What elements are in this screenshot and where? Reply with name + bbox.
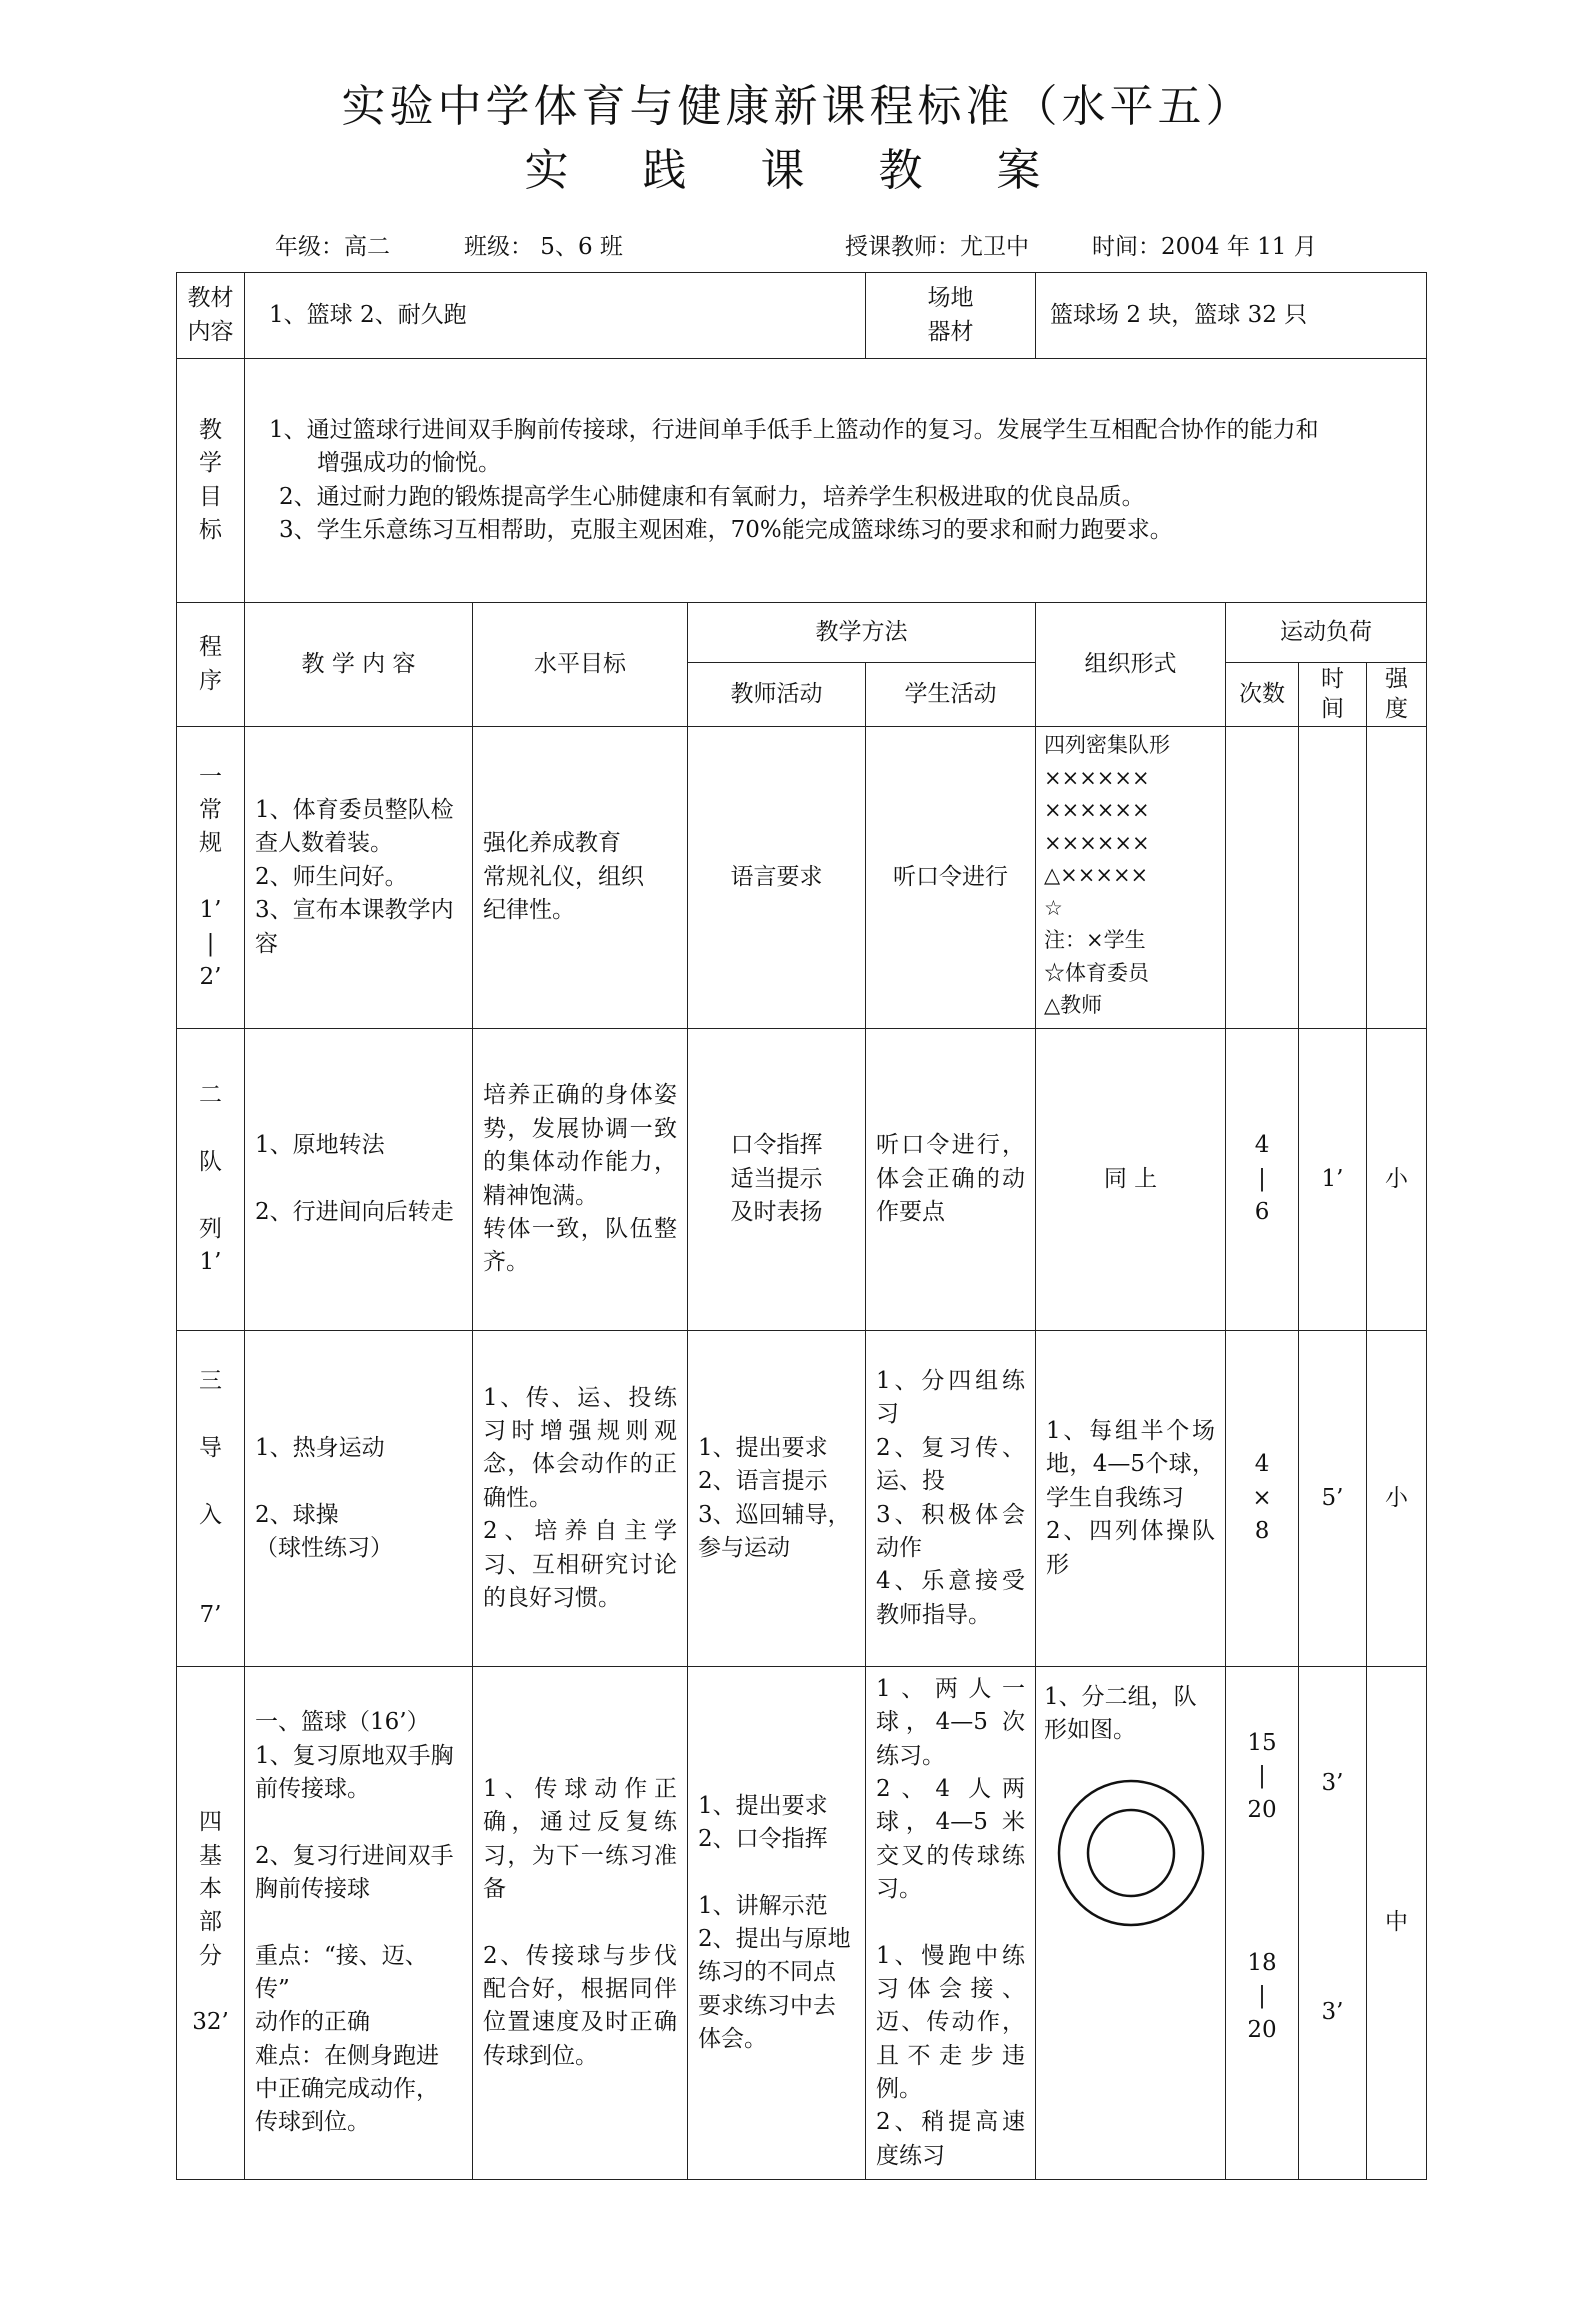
- section-content: 1、体育委员整队检 查人数着装。 2、师生问好。 3、宣布本课教学内 容: [245, 727, 473, 1029]
- section-order: 一 常 规 1’ | 2’: [177, 727, 245, 1029]
- section-org: 1、每组半个场地，4—5个球，学生自我练习 2、四列体操队形: [1036, 1331, 1226, 1667]
- materials-label: 教材 内容: [177, 273, 245, 359]
- time-first: 3’: [1321, 1770, 1344, 1796]
- col-teacher: 教师活动: [688, 663, 866, 727]
- grade-label: 年级：高二: [275, 234, 390, 260]
- class-label: 班级： 5、6 班: [464, 234, 623, 260]
- materials-content: 1、篮球 2、耐久跑: [245, 273, 866, 359]
- org-text: 1、分二组，队形如图。: [1044, 1684, 1197, 1744]
- col-org: 组织形式: [1036, 603, 1226, 727]
- time-label: 时间：2004 年 11 月: [1092, 234, 1317, 260]
- section-student: 1、两人一球，4—5 次练习。 2、4 人两球，4—5 米交叉的传球练习。 1、慢跑中练习体会接、迈、传动作，且不走步违例。 2、稍提高速度练习: [866, 1667, 1036, 2180]
- time-second: 3’: [1321, 1999, 1344, 2026]
- section-intensity: 中: [1367, 1667, 1427, 2180]
- formation-diagram: [1044, 1748, 1217, 1928]
- venue-label: 场地 器材: [866, 273, 1036, 359]
- goals-content: [245, 359, 1427, 603]
- section-intensity: 小: [1367, 1331, 1427, 1667]
- col-order: 程 序: [177, 603, 245, 727]
- col-content: 教 学 内 容: [245, 603, 473, 727]
- section-intensity: [1367, 727, 1427, 1029]
- section-org: 四列密集队形 ×××××× ×××××× ×××××× △××××× ☆ 注：×学生 ☆体育委员 △教师: [1036, 727, 1226, 1029]
- section-goal: 培养正确的身体姿势，发展协调一致的集体动作能力，精神饱满。 转体一致，队伍整齐。: [473, 1029, 688, 1331]
- goal-item: 3、学生乐意练习互相帮助，克服主观困难，70%能完成篮球练习的要求和耐力跑要求。: [279, 516, 1173, 543]
- section-row-main: [177, 1667, 1427, 2180]
- section-teacher: 1、提出要求 2、语言提示 3、巡回辅导，参与运动: [688, 1331, 866, 1667]
- section-goal: 强化养成教育 常规礼仪，组织 纪律性。: [473, 727, 688, 1029]
- goal-item: 增强成功的愉悦。: [317, 450, 501, 477]
- page-title: 实验中学体育与健康新课程标准（水平五）: [341, 81, 1254, 132]
- section-teacher: 语言要求: [688, 727, 866, 1029]
- section-content: 一、篮球（16’） 1、复习原地双手胸 前传接球。 2、复习行进间双手 胸前传接球 重点：“接、迈、传” 动作的正确 难点：在侧身跑进 中正确完成动作， 传球到位。: [245, 1667, 473, 2180]
- page-subtitle: 实 践 课 教 案: [524, 145, 1071, 196]
- count-first: 15 | 20: [1247, 1730, 1277, 1823]
- col-time: 时 间: [1299, 663, 1367, 727]
- section-teacher: 1、提出要求 2、口令指挥 1、讲解示范 2、提出与原地练习的不同点要求练习中去体会。: [688, 1667, 866, 2180]
- goals-label: 教 学 目 标: [177, 359, 245, 603]
- goal-item: 2、通过耐力跑的锻炼提高学生心肺健康和有氧耐力，培养学生积极进取的优良品质。: [279, 483, 1145, 510]
- section-student: 1、分四组练习 2、复习传、运、投 3、积极体会动作 4、乐意接受教师指导。: [866, 1331, 1036, 1667]
- section-order: 二 队 列 1’: [177, 1029, 245, 1331]
- section-order: 四 基 本 部 分 32’: [177, 1667, 245, 2180]
- section-org: 同 上: [1036, 1029, 1226, 1331]
- section-count: 4 | 6: [1226, 1029, 1299, 1331]
- section-student: 听口令进行，体会正确的动作要点: [866, 1029, 1036, 1331]
- section-goal: 1、传球动作正确，通过反复练习，为下一练习准备 2、传接球与步伐配合好，根据同伴位置速度及时正确传球到位。: [473, 1667, 688, 2180]
- section-goal: 1、传、运、投练习时增强规则观念，体会动作的正确性。 2、培养自主学习、互相研究讨论的良好习惯。: [473, 1331, 688, 1667]
- section-time: 5’: [1299, 1331, 1367, 1667]
- section-count: [1226, 727, 1299, 1029]
- section-order: 三 导 入 7’: [177, 1331, 245, 1667]
- section-count: [1226, 1667, 1299, 2180]
- header-row-1: [177, 603, 1427, 663]
- circle-formation-icon: [1056, 1778, 1206, 1928]
- teacher-label: 授课教师：尤卫中: [845, 234, 1029, 260]
- col-intensity: 强 度: [1367, 663, 1427, 727]
- col-load: 运动负荷: [1226, 603, 1427, 663]
- section-time: [1299, 1667, 1367, 2180]
- section-intensity: 小: [1367, 1029, 1427, 1331]
- goal-item: 1、通过篮球行进间双手胸前传接球，行进间单手低手上篮动作的复习。发展学生互相配合协作的能力和: [269, 416, 1319, 443]
- section-content: 1、热身运动 2、球操 （球性练习）: [245, 1331, 473, 1667]
- section-content: 1、原地转法 2、行进间向后转走: [245, 1029, 473, 1331]
- venue-content: 篮球场 2 块，篮球 32 只: [1036, 273, 1427, 359]
- section-row-routine: [177, 727, 1427, 1029]
- col-method: 教学方法: [688, 603, 1036, 663]
- section-org: [1036, 1667, 1226, 2180]
- goals-row: [177, 359, 1427, 603]
- col-student: 学生活动: [866, 663, 1036, 727]
- materials-row: [177, 273, 1427, 359]
- section-time: [1299, 727, 1367, 1029]
- col-goal: 水平目标: [473, 603, 688, 727]
- count-second: 18 | 20: [1247, 1950, 1277, 2043]
- section-row-formation: [177, 1029, 1427, 1331]
- col-count: 次数: [1226, 663, 1299, 727]
- section-time: 1’: [1299, 1029, 1367, 1331]
- section-count: 4 × 8: [1226, 1331, 1299, 1667]
- lesson-plan-table: [176, 272, 1427, 2180]
- section-student: 听口令进行: [866, 727, 1036, 1029]
- section-teacher: 口令指挥 适当提示 及时表扬: [688, 1029, 866, 1331]
- section-row-warmup: [177, 1331, 1427, 1667]
